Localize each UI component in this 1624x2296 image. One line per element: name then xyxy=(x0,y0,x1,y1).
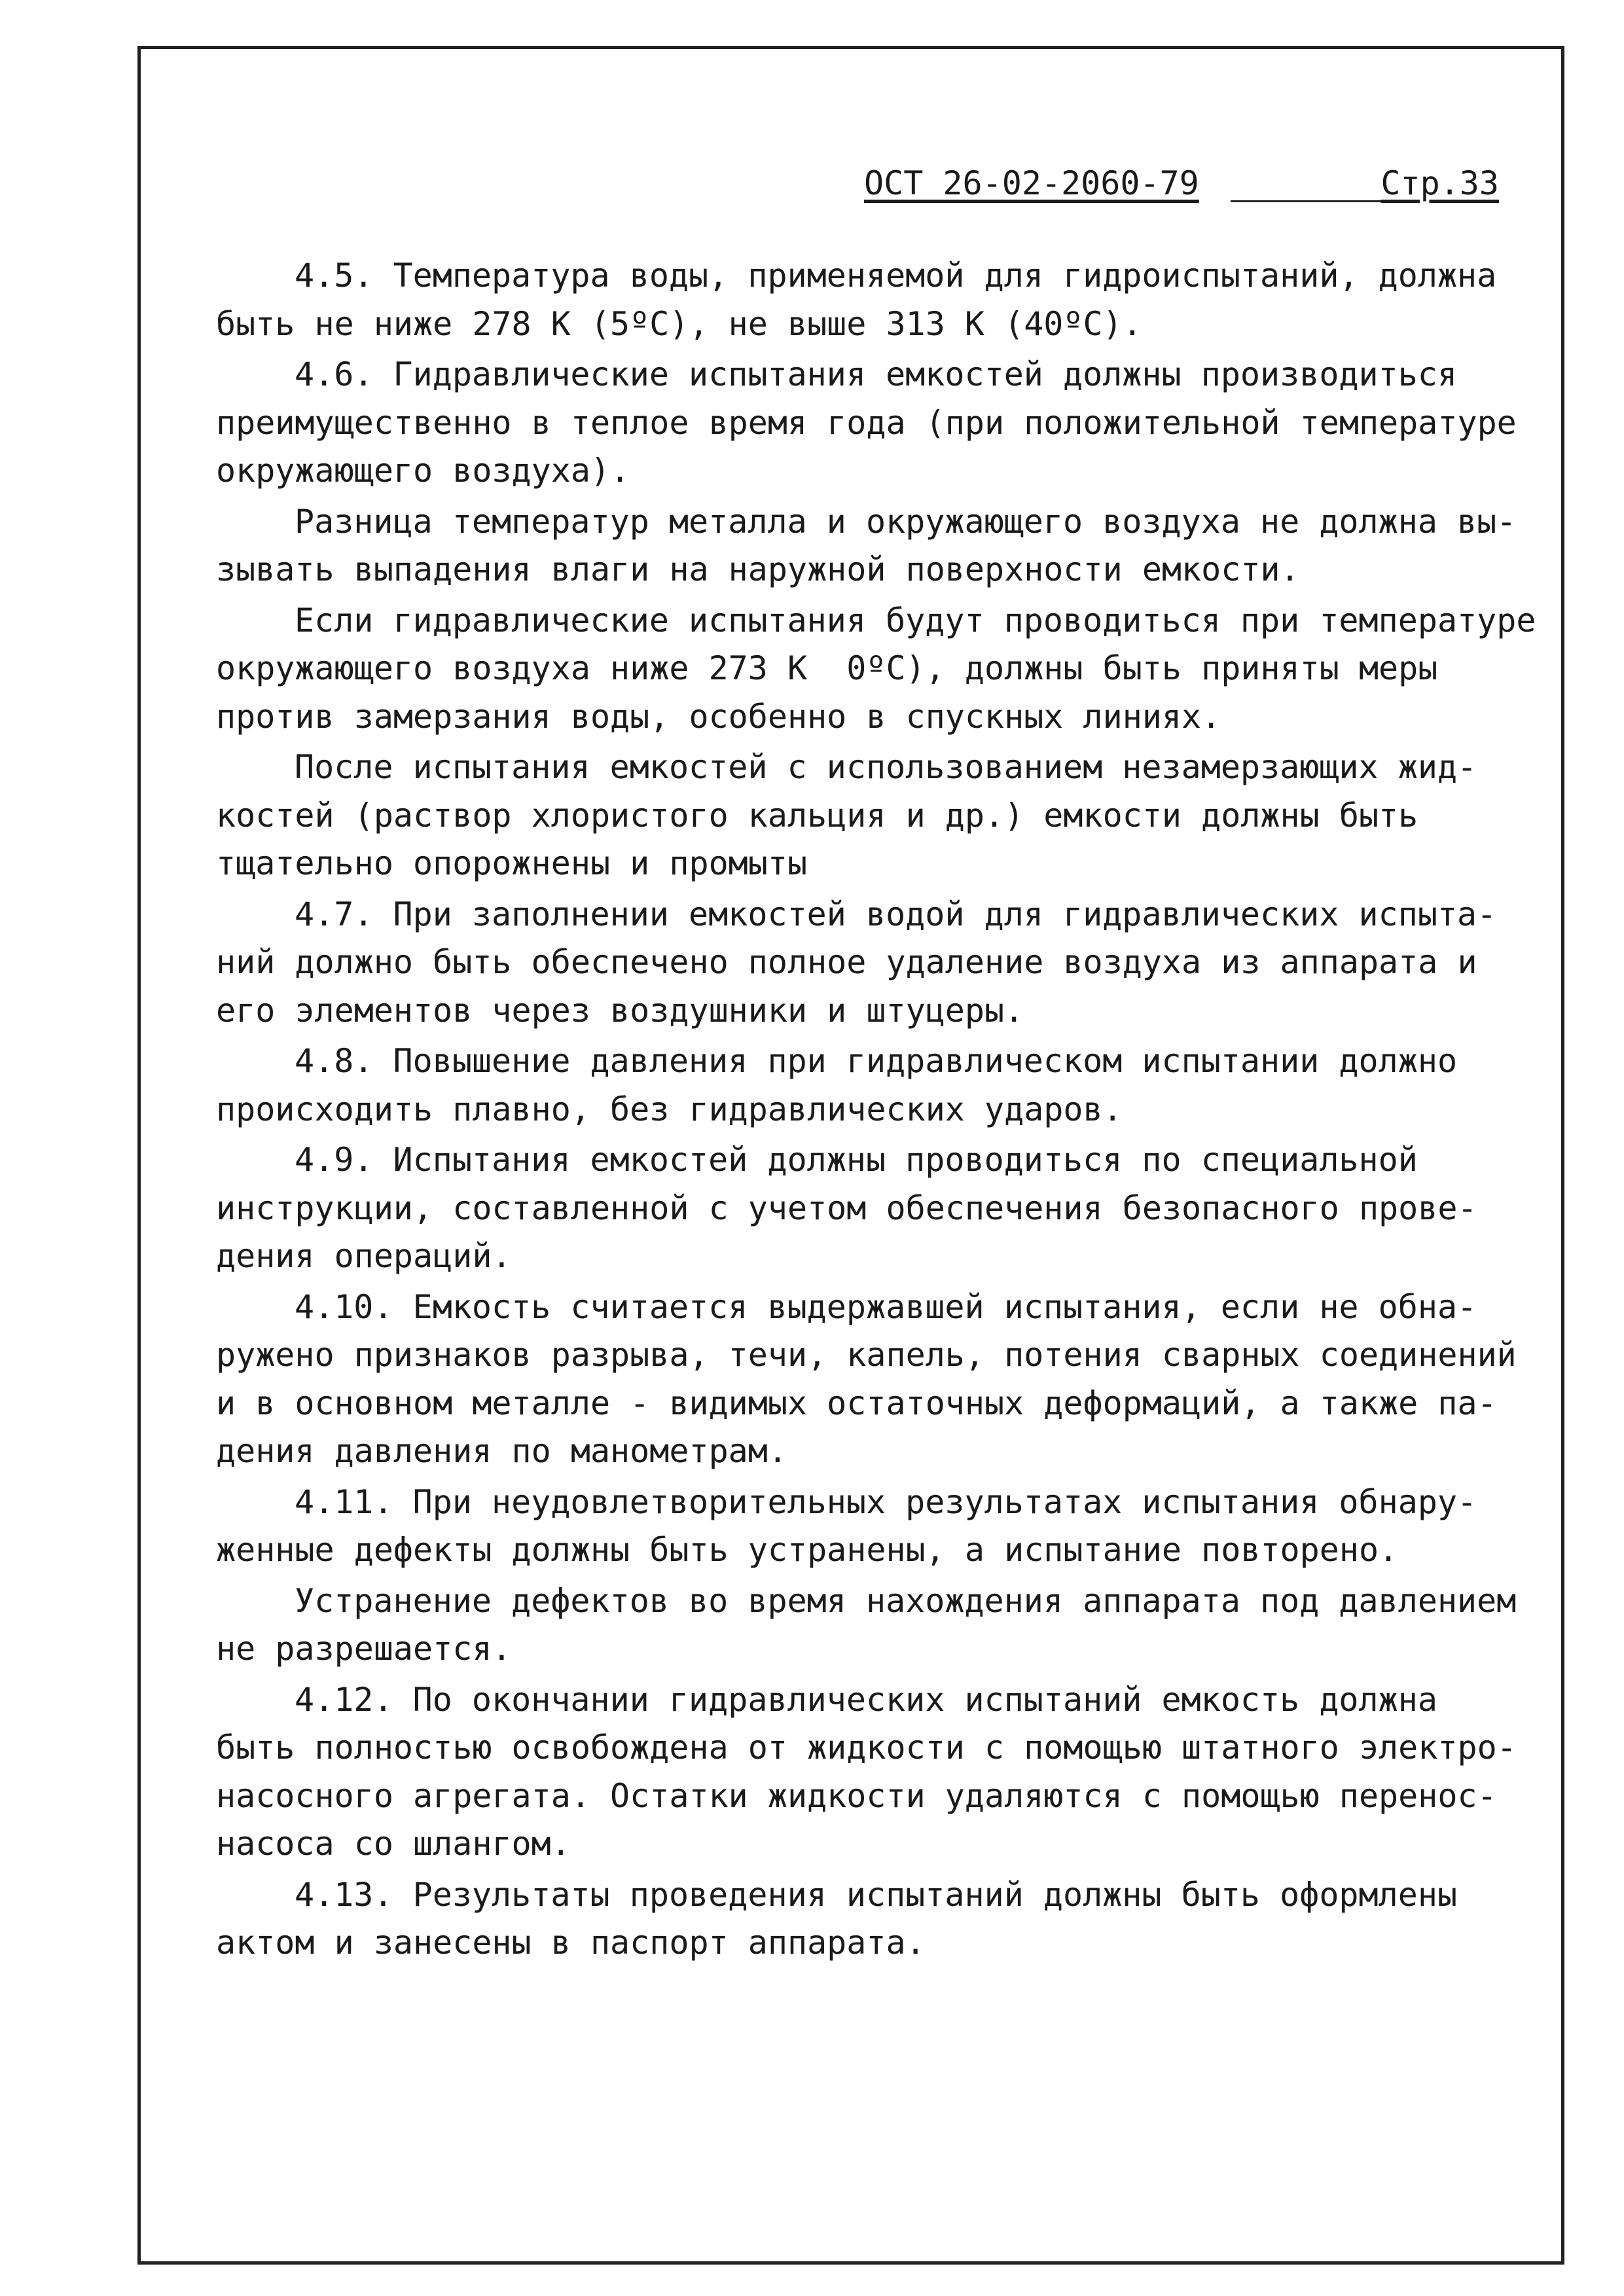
text-line: ружено признаков разрыва, течи, капель, потения сварных соединений xyxy=(216,1336,1517,1374)
paragraph xyxy=(216,891,1564,1035)
text-line: и в основном металле - видимых остаточных деформаций, а также па- xyxy=(216,1384,1497,1422)
text-line: быть полностью освобождена от жидкости с помощью штатного электро- xyxy=(216,1729,1517,1767)
paragraph xyxy=(216,498,1564,594)
text-line: 4.10. Емкость считается выдержавшей испытания, если не обна- xyxy=(295,1287,1477,1326)
text-line: окружающего воздуха ниже 273 К 0ºС), должны быть приняты меры xyxy=(216,649,1438,687)
paragraph xyxy=(216,1676,1564,1869)
document-code: ОСТ 26-02-2060-79 xyxy=(864,164,1199,202)
text-line: 4.11. При неудовлетворительных результатах испытания обнару- xyxy=(295,1482,1477,1521)
page-number: Стр.33 xyxy=(1380,164,1499,202)
text-line: 4.5. Температура воды, применяемой для гидроиспытаний, должна xyxy=(295,257,1497,295)
header-rule xyxy=(1231,200,1394,202)
text-line: насоса со шлангом. xyxy=(216,1825,571,1863)
text-line: его элементов через воздушники и штуцеры. xyxy=(216,991,1024,1030)
text-line: дения операций. xyxy=(216,1237,512,1275)
text-line: дения давления по манометрам. xyxy=(216,1432,787,1470)
text-line: 4.6. Гидравлические испытания емкостей должны производиться xyxy=(295,355,1458,393)
paragraph xyxy=(216,1479,1564,1575)
text-line: ний должно быть обеспечено полное удаление воздуха из аппарата и xyxy=(216,943,1477,981)
text-line: После испытания емкостей с использованием незамерзающих жид- xyxy=(295,748,1477,786)
text-line: преимущественно в теплое время года (при положительной температуре xyxy=(216,403,1517,442)
text-line: актом и занесены в паспорт аппарата. xyxy=(216,1924,926,1962)
text-line: Разница температур металла и окружающего воздуха не должна вы- xyxy=(295,502,1517,541)
text-line: быть не ниже 278 К (5ºС), не выше 313 К (40ºС). xyxy=(216,304,1142,343)
text-line: тщательно опорожнены и промыты xyxy=(216,844,808,882)
paragraph xyxy=(216,1136,1564,1281)
text-line: не разрешается. xyxy=(216,1630,512,1668)
text-line: 4.9. Испытания емкостей должны проводиться по специальной xyxy=(295,1141,1418,1179)
paragraph xyxy=(216,1037,1564,1134)
paragraph-gap xyxy=(216,1967,1564,1970)
text-line: женные дефекты должны быть устранены, а испытание повторено. xyxy=(216,1531,1399,1569)
paragraph xyxy=(216,252,1564,348)
page-header xyxy=(864,157,1499,209)
text-line: 4.8. Повышение давления при гидравлическом испытании должно xyxy=(295,1042,1458,1080)
text-line: происходить плавно, без гидравлических ударов. xyxy=(216,1090,1123,1128)
text-line: против замерзания воды, особенно в спускных линиях. xyxy=(216,697,1221,736)
text-line: 4.12. По окончании гидравлических испытаний емкость должна xyxy=(295,1680,1437,1719)
text-line: зывать выпадения влаги на наружной поверхности емкости. xyxy=(216,550,1300,588)
paragraph xyxy=(216,1577,1564,1674)
document-body xyxy=(216,252,1564,1970)
text-line: насосного агрегата. Остатки жидкости удаляются с помощью перенос- xyxy=(216,1776,1497,1815)
paragraph xyxy=(216,351,1564,495)
text-line: Устранение дефектов во время нахождения аппарата под давлением xyxy=(295,1581,1517,1620)
text-line: костей (раствор хлористого кальция и др.) емкости должны быть xyxy=(216,796,1418,834)
text-line: 4.13. Результаты проведения испытаний должны быть оформлены xyxy=(295,1875,1458,1914)
paragraph xyxy=(216,597,1564,742)
text-line: 4.7. При заполнении емкостей водой для гидравлических испыта- xyxy=(295,895,1497,933)
text-line: окружающего воздуха). xyxy=(216,452,630,490)
text-line: инструкции, составленной с учетом обеспечения безопасного прове- xyxy=(216,1189,1477,1227)
paragraph xyxy=(216,1871,1564,1967)
paragraph xyxy=(216,1283,1564,1476)
text-line: Если гидравлические испытания будут проводиться при температуре xyxy=(295,601,1536,639)
paragraph xyxy=(216,744,1564,888)
